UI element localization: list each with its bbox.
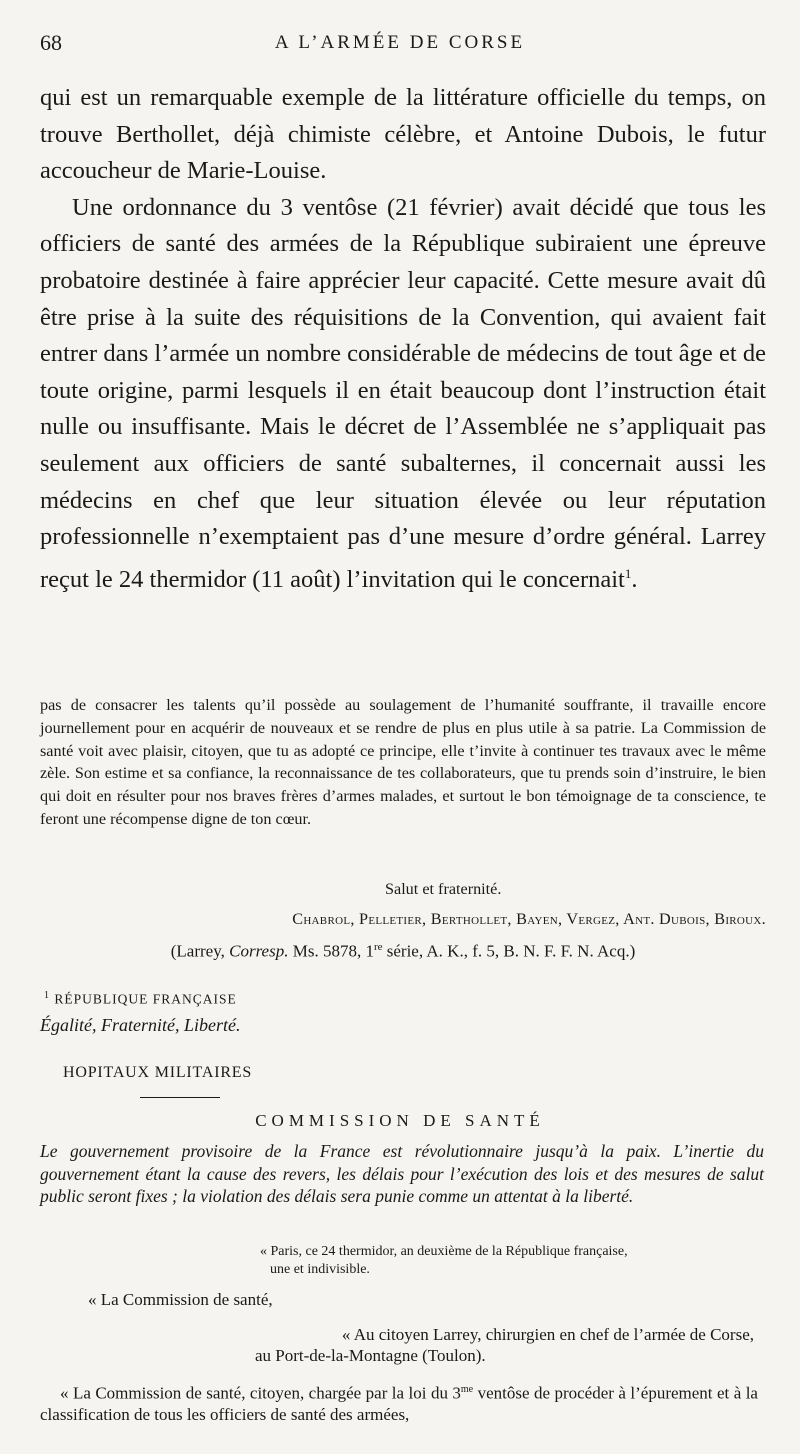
citation-mid: Ms. 5878, 1 xyxy=(288,941,374,961)
footnote-heading xyxy=(44,990,237,1008)
citation-end: série, A. K., f. 5, B. N. F. F. N. Acq.) xyxy=(382,941,636,961)
commission-title: COMMISSION DE SANTÉ xyxy=(255,1111,545,1130)
hopitaux-heading: HOPITAUX MILITAIRES xyxy=(63,1064,253,1081)
dateline-line-1: « Paris, ce 24 thermidor, an deuxième de la République française, xyxy=(260,1244,628,1259)
divider-rule xyxy=(140,1097,220,1098)
letter-note xyxy=(40,694,766,831)
paragraph-ordonnance xyxy=(40,190,766,599)
letter-opening xyxy=(40,1379,758,1425)
paragraph-continuation: qui est un remarquable exemple de la littérature officielle du temps, on trouve Berthollet, déjà chimiste célèbre, et Antoine Dubois, le futur accoucheur de Marie-Louise. xyxy=(40,84,766,185)
source-citation xyxy=(40,941,766,962)
citation-italic: Corresp. xyxy=(229,941,289,961)
decree-paragraph: Le gouvernement provisoire de la France est révolutionnaire jusqu’à la paix. L’inertie du gouvernement étant la cause des revers, les délais pour l’exécution des lois et des mesures de salut public seront fixes ; la violation des délais sera punie comme un attentat à la liberté. xyxy=(40,1141,764,1206)
footnote-ref: 1 xyxy=(624,565,632,581)
address-line-2: au Port-de-la-Montagne (Toulon). xyxy=(255,1346,486,1365)
dateline xyxy=(260,1243,628,1279)
salut-line: Salut et fraternité. xyxy=(385,880,502,898)
running-head xyxy=(40,30,760,60)
footnote-marker: 1 xyxy=(44,990,50,1001)
letter-opening-sup: me xyxy=(460,1384,474,1395)
letter-note-text: pas de consacrer les talents qu’il possède au soulagement de l’humanité souffrante, il travaille encore journellement pour en acquérir de nouveaux et se rendre de plus en plus utile à sa patrie. La Commission de santé voit avec plaisir, citoyen, que tu as adopté ce principe, elle t’invite à continuer tes travaux avec le même zèle. Son estime et sa confiance, la reconnaissance de tes collaborateurs, que tu prends soin d’instruire, le bien qui doit en résulter pour nos braves frères d’armes malades, et surtout le bon témoignage de ta conscience, te feront une récompense digne de ton cœur. xyxy=(40,696,766,828)
motto: Égalité, Fraternité, Liberté. xyxy=(40,1015,241,1035)
address-line-1: « Au citoyen Larrey, chirurgien en chef de l’armée de Corse, xyxy=(341,1325,754,1344)
letter-opening-end: ventôse de procéder à l’épurement et à la classification de tous les officiers de santé des armées, xyxy=(40,1383,758,1424)
address-block xyxy=(200,1324,754,1366)
footnote-title: RÉPUBLIQUE FRANÇAISE xyxy=(54,991,237,1007)
letter-opening-text xyxy=(40,1379,758,1425)
signatures: Chabrol, Pelletier, Berthollet, Bayen, Vergez, Ant. Dubois, Biroux. xyxy=(292,910,766,928)
letter-opening-start: « La Commission de santé, citoyen, chargée par la loi du 3 xyxy=(60,1383,461,1403)
commission-sante-line: « La Commission de santé, xyxy=(88,1290,273,1309)
main-text xyxy=(40,80,766,598)
paragraph-ordonnance-text: Une ordonnance du 3 ventôse (21 février) avait décidé que tous les officiers de santé des armées de la République subiraient une épreuve probatoire destinée à faire apprécier leur capacité. Cette mesure avait dû être prise à la suite des réquisitions de la Convention, qui avaient fait entrer dans l’armée un nombre considérable de médecins de tout âge et de toute origine, parmi lesquels il en était beaucoup dont l’instruction était nulle ou insuffisante. Mais le décret de l’Assemblée ne s’appliquait pas seulement aux officiers de santé subalternes, il concernait aussi les médecins en chef que leur situation élevée ou leur réputation professionnelle n’exemptaient pas d’une mesure d’ordre général. Larrey reçut le 24 thermidor (11 août) l’invitation qui le concernait xyxy=(40,193,766,593)
citation-sup: re xyxy=(373,941,383,953)
running-title: A L’ARMÉE DE CORSE xyxy=(274,32,526,53)
page-number: 68 xyxy=(40,30,62,55)
citation-open: (Larrey, xyxy=(170,941,230,961)
dateline-line-2: une et indivisible. xyxy=(270,1262,370,1277)
paragraph-period: . xyxy=(631,565,638,593)
decree-text xyxy=(40,1140,764,1208)
